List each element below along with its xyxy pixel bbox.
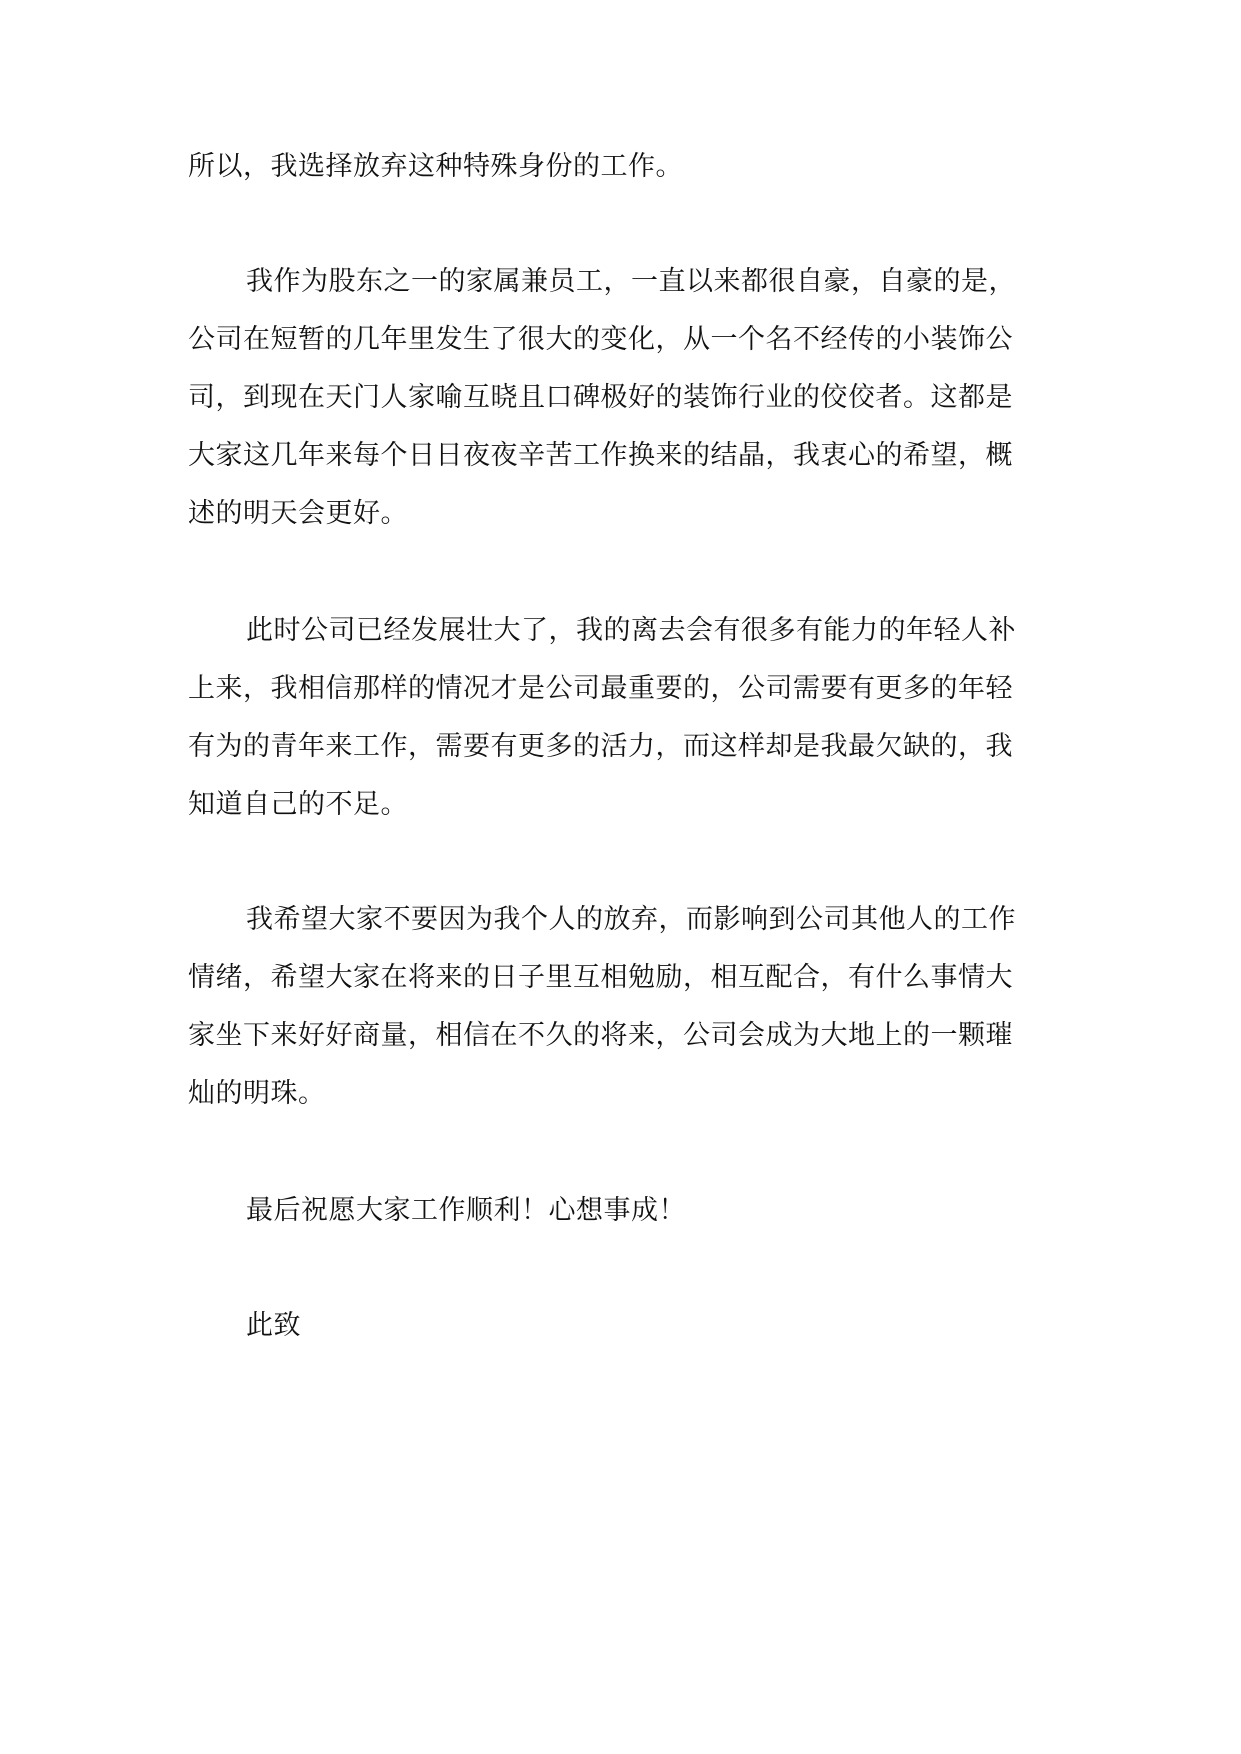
paragraph-first-line: 我作为股东之一的家属兼员工，一直以来都很自豪，自豪的是， [246, 266, 1016, 297]
text-line: 大家这几年来每个日日夜夜辛苦工作换来的结晶，我衷心的希望，概 [188, 440, 1013, 471]
text-line: 上来，我相信那样的情况才是公司最重要的，公司需要有更多的年轻 [188, 673, 1013, 704]
text-line: 有为的青年来工作，需要有更多的活力，而这样却是我最欠缺的，我 [188, 731, 1013, 762]
paragraph-first-line: 此时公司已经发展壮大了，我的离去会有很多有能力的年轻人补 [246, 615, 1016, 646]
text-line: 所以，我选择放弃这种特殊身份的工作。 [188, 151, 683, 182]
salutation: 此致 [246, 1310, 301, 1341]
text-line: 述的明天会更好。 [188, 498, 408, 529]
text-line: 家坐下来好好商量，相信在不久的将来，公司会成为大地上的一颗璀 [188, 1020, 1013, 1051]
text-line: 情绪，希望大家在将来的日子里互相勉励，相互配合，有什么事情大 [188, 962, 1013, 993]
text-line: 公司在短暂的几年里发生了很大的变化，从一个名不经传的小装饰公 [188, 324, 1013, 355]
text-line: 司，到现在天门人家喻互晓且口碑极好的装饰行业的佼佼者。这都是 [188, 382, 1013, 413]
text-line: 知道自己的不足。 [188, 789, 408, 820]
paragraph-first-line: 我希望大家不要因为我个人的放弃，而影响到公司其他人的工作 [246, 904, 1016, 935]
closing-wish: 最后祝愿大家工作顺利！心想事成！ [246, 1195, 686, 1226]
text-line: 灿的明珠。 [188, 1078, 326, 1109]
